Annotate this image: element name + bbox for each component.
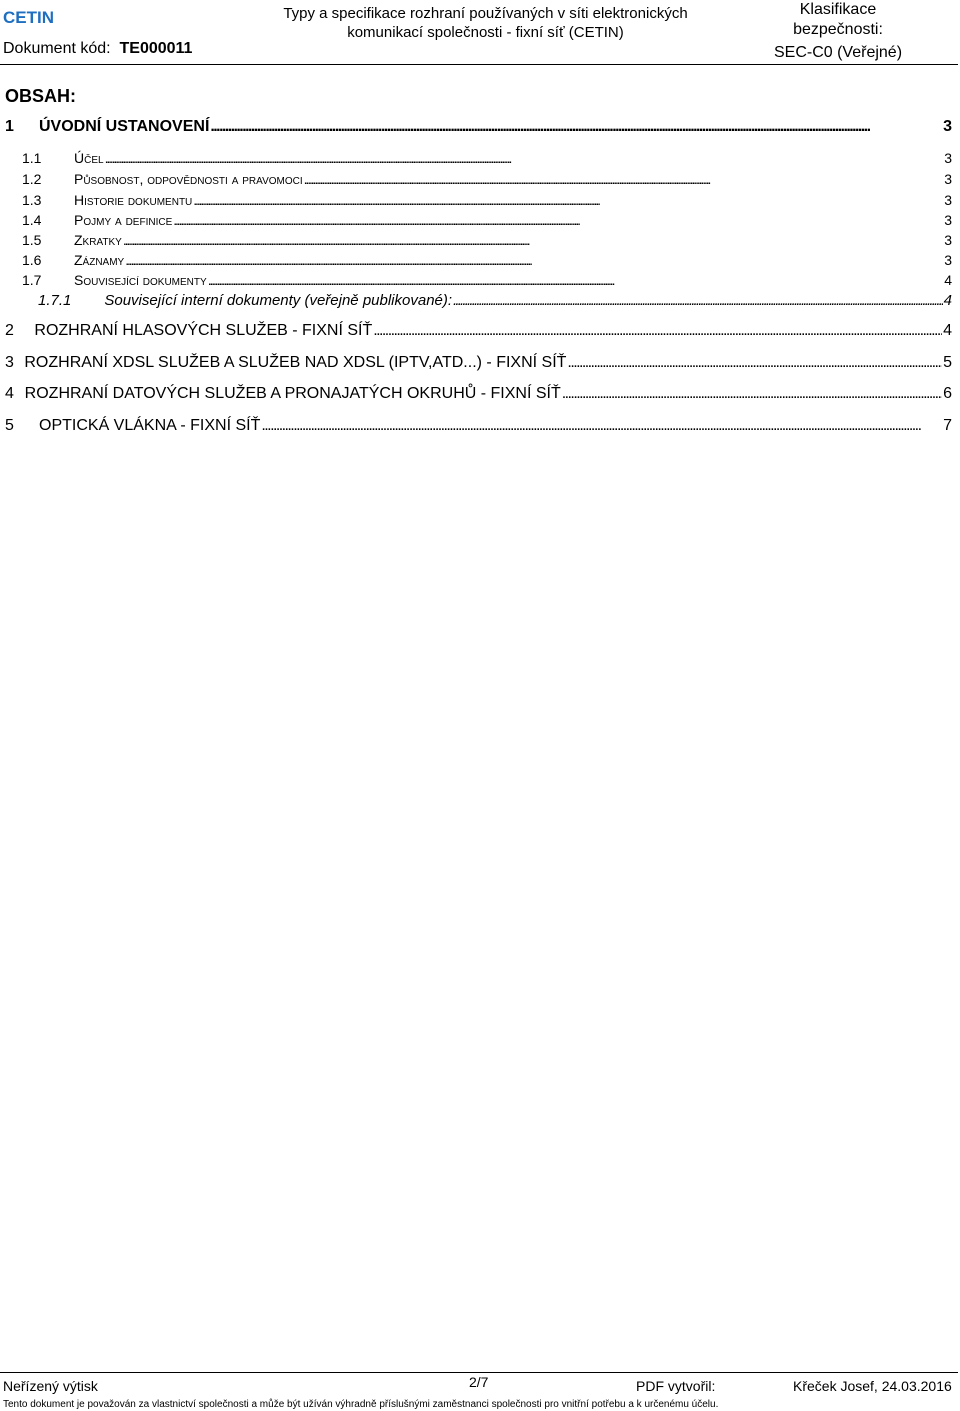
- toc-entry-number: 1.1: [22, 150, 42, 166]
- toc-entry-page: 7: [943, 417, 952, 434]
- toc-entry-page: 3: [944, 232, 952, 248]
- toc-entry-title: ROZHRANÍ DATOVÝCH SLUŽEB A PRONAJATÝCH OKRUHŮ - FIXNÍ SÍŤ: [24, 385, 561, 402]
- toc-entry-page: 3: [944, 192, 952, 208]
- toc-entry-number: 2: [5, 322, 14, 339]
- print-status: Neřízený výtisk: [3, 1378, 98, 1394]
- toc-leader-dots: [304, 171, 944, 187]
- toc-entry-page: 3: [944, 212, 952, 228]
- toc-entry-title: Zkratky: [74, 232, 122, 248]
- toc-entry-number: 1.3: [22, 192, 42, 208]
- footer-divider: [0, 1372, 958, 1373]
- toc-leader-dots: [453, 292, 943, 309]
- toc-entry[interactable]: [0, 385, 960, 403]
- toc-entry-number: 1.6: [22, 252, 42, 268]
- page-number: 2/7: [469, 1374, 489, 1390]
- toc-entry[interactable]: [0, 118, 960, 136]
- toc-entry[interactable]: [0, 252, 960, 268]
- document-code-label: Dokument kód:: [3, 40, 111, 57]
- toc-entry-page: 3: [944, 252, 952, 268]
- toc-entry-title: Záznamy: [74, 252, 125, 268]
- toc-entry[interactable]: [0, 192, 960, 208]
- brand-logo-text: CETIN: [3, 8, 54, 27]
- toc-entry-page: 6: [943, 385, 952, 402]
- document-title-line1: Typy a specifikace rozhraní používaných v síti elektronických: [283, 5, 688, 22]
- header-divider: [0, 64, 958, 65]
- toc-entry-title: Účel: [74, 150, 104, 166]
- page-header: [0, 0, 960, 66]
- toc-leader-dots: [567, 354, 942, 372]
- classification-value: SEC-C0 (Veřejné): [773, 44, 903, 61]
- toc-entry-number: 1.5: [22, 232, 42, 248]
- toc-entry-page: 3: [944, 150, 952, 166]
- document-code-value: TE000011: [119, 40, 193, 57]
- toc-entry[interactable]: [0, 417, 960, 435]
- toc-entry-number: 1.7.1: [38, 292, 72, 309]
- toc-entry[interactable]: [0, 232, 960, 248]
- ownership-note: Tento dokument je považován za vlastnictví společnosti a může být užíván výhradně příslušnými zaměstnanci společnosti pro vnitřní potřebu a k určenému účelu.: [3, 1399, 719, 1410]
- toc-entry-number: 1.4: [22, 212, 42, 228]
- toc-entry[interactable]: [0, 292, 960, 309]
- toc-entry-number: 4: [5, 385, 14, 402]
- toc-entry-title: OPTICKÁ VLÁKNA - FIXNÍ SÍŤ: [39, 417, 261, 434]
- toc-entry[interactable]: [0, 212, 960, 228]
- toc-entry-page: 4: [944, 272, 952, 288]
- classification-label-2: bezpečnosti:: [793, 21, 883, 38]
- toc-leader-dots: [208, 272, 944, 288]
- toc-entry[interactable]: [0, 354, 960, 372]
- toc-entry-number: 5: [5, 417, 14, 434]
- toc-entry-title: Pojmy a definice: [74, 212, 173, 228]
- page-footer: [0, 1372, 960, 1411]
- toc-entry-page: 5: [943, 354, 952, 371]
- toc-leader-dots: [125, 252, 943, 268]
- toc-entry-page: 4: [943, 292, 952, 309]
- toc-entry-title: Historie dokumentu: [74, 192, 193, 208]
- toc-entry-number: 1.7: [22, 272, 42, 288]
- toc-leader-dots: [193, 192, 943, 208]
- toc-entry-page: 3: [943, 118, 952, 135]
- toc-entry-title: Související dokumenty: [74, 272, 207, 288]
- toc-entry[interactable]: [0, 322, 960, 340]
- toc-leader-dots: [105, 150, 944, 166]
- toc-entry[interactable]: [0, 272, 960, 288]
- toc-entry-page: 3: [944, 171, 952, 187]
- toc-entry[interactable]: [0, 150, 960, 166]
- toc-leader-dots: [173, 212, 943, 228]
- toc-leader-dots: [373, 322, 942, 340]
- toc-entry-number: 1: [5, 118, 14, 135]
- pdf-creator-value: Křeček Josef, 24.03.2016: [793, 1378, 952, 1394]
- classification-label-1: Klasifikace: [799, 1, 877, 18]
- document-title: [258, 4, 713, 42]
- security-classification: [738, 0, 938, 63]
- toc-entry-number: 1.2: [22, 171, 42, 187]
- document-title-line2: komunikací společnosti - fixní síť (CETIN): [347, 24, 624, 41]
- document-code: [3, 40, 192, 58]
- toc-entry[interactable]: [0, 171, 960, 187]
- toc-leader-dots: [210, 118, 942, 136]
- toc-entry-number: 3: [5, 354, 14, 371]
- toc-leader-dots: [261, 417, 942, 435]
- toc-leader-dots: [562, 385, 942, 403]
- toc-entry-title: ROZHRANÍ XDSL SLUŽEB A SLUŽEB NAD XDSL (IPTV,ATD...) - FIXNÍ SÍŤ: [24, 354, 567, 371]
- toc-title: OBSAH:: [5, 86, 76, 106]
- toc-entry-title: ÚVODNÍ USTANOVENÍ: [39, 118, 210, 135]
- toc-entry-page: 4: [943, 322, 952, 339]
- toc-entry-title: Působnost, odpovědnosti a pravomoci: [74, 171, 303, 187]
- toc-entry-title: Související interní dokumenty (veřejně publikované):: [104, 292, 453, 309]
- pdf-creator-label: PDF vytvořil:: [636, 1378, 716, 1394]
- toc-leader-dots: [123, 232, 943, 248]
- toc-entry-title: ROZHRANÍ HLASOVÝCH SLUŽEB - FIXNÍ SÍŤ: [34, 322, 373, 339]
